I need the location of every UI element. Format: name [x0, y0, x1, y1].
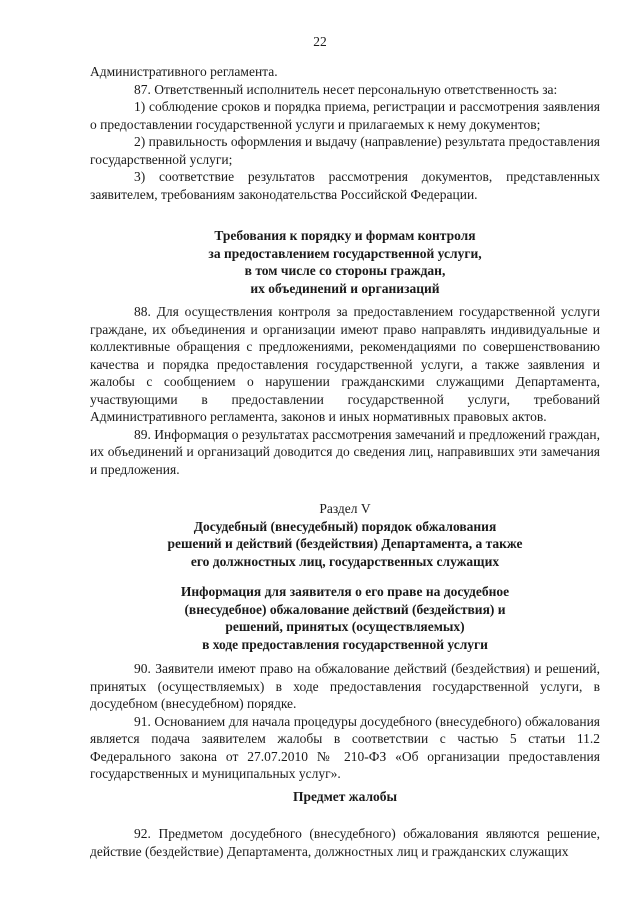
info-block: [90, 660, 600, 783]
heading-subject: [90, 788, 600, 806]
heading-info: [90, 583, 600, 653]
paragraph: 89. Информация о результатах рассмотрения замечаний и предложений граждан, их объединений и организаций доводится до сведения лиц, направивших эти замечания и предложения.: [90, 426, 600, 477]
paragraph: 91. Основанием для начала процедуры досудебного (внесудебного) обжалования является подача заявителем жалобы в соответствии с частью 5 статьи 11.2 Федерального закона от 27.07.2010 № 210-ФЗ «Об организации предоставления государственных и муниципальных услуг».: [90, 713, 600, 781]
heading-line: Предмет жалобы: [292, 789, 398, 804]
paragraph: 3) соответствие результатов рассмотрения документов, представленных заявителем, требованиям законодательства Российской Федерации.: [90, 169, 600, 202]
heading-line: Требования к порядку и формам контроля: [214, 228, 476, 243]
section-title-line: Досудебный (внесудебный) порядок обжалования: [193, 518, 497, 534]
section-heading: [90, 500, 600, 570]
heading-line: Информация для заявителя о его праве на досудебное: [180, 584, 510, 599]
section-label: Раздел V: [319, 501, 371, 516]
heading-control: [90, 227, 600, 297]
heading-line: в том числе со стороны граждан,: [244, 263, 446, 278]
heading-line: решений, принятых (осуществляемых): [225, 619, 465, 634]
paragraph: 90. Заявители имеют право на обжалование действий (бездействия) и решений, принятых (осуществляемых) в ходе предоставления государственной услуги, в досудебном (внесудебном) порядке.: [90, 661, 600, 711]
control-block: [90, 303, 600, 478]
subject-block: [90, 825, 600, 860]
section-title-line: его должностных лиц, государственных служащих: [190, 553, 500, 569]
paragraph: 87. Ответственный исполнитель несет персональную ответственность за:: [134, 81, 558, 97]
page-number: 22: [313, 34, 327, 49]
top-block: [90, 63, 600, 203]
section-title-line: решений и действий (бездействия) Департамента, а также: [167, 536, 523, 551]
paragraph: 2) правильность оформления и выдачу (направление) результата предоставления государственной услуги;: [90, 134, 600, 167]
paragraph: Административного регламента.: [90, 64, 278, 79]
heading-line: за предоставлением государственной услуги,: [208, 245, 482, 261]
paragraph: 1) соблюдение сроков и порядка приема, регистрации и рассмотрения заявления о предоставлении государственной услуги и прилагаемых к нему документов;: [90, 99, 600, 132]
paragraph: 88. Для осуществления контроля за предоставлением государственной услуги граждане, их объединения и организации имеют право направлять индивидуальные и коллективные обращения с предложениями, рекомендациями по совершенствованию качества и порядка предоставления государственной услуги, а также заявления и жалобы с сообщением о нарушении гражданскими служащими Департамента, участвующими в предоставлении государственной услуги, требований Административного регламента, законов и иных нормативных правовых актов.: [90, 304, 600, 424]
heading-line: их объединений и организаций: [250, 280, 440, 296]
heading-line: в ходе предоставления государственной услуги: [202, 636, 488, 652]
heading-line: (внесудебное) обжалование действий (бездействия) и: [184, 601, 506, 617]
paragraph: 92. Предметом досудебного (внесудебного) обжалования являются решение, действие (бездействие) Департамента, должностных лиц и гражданских служащих: [90, 826, 600, 859]
